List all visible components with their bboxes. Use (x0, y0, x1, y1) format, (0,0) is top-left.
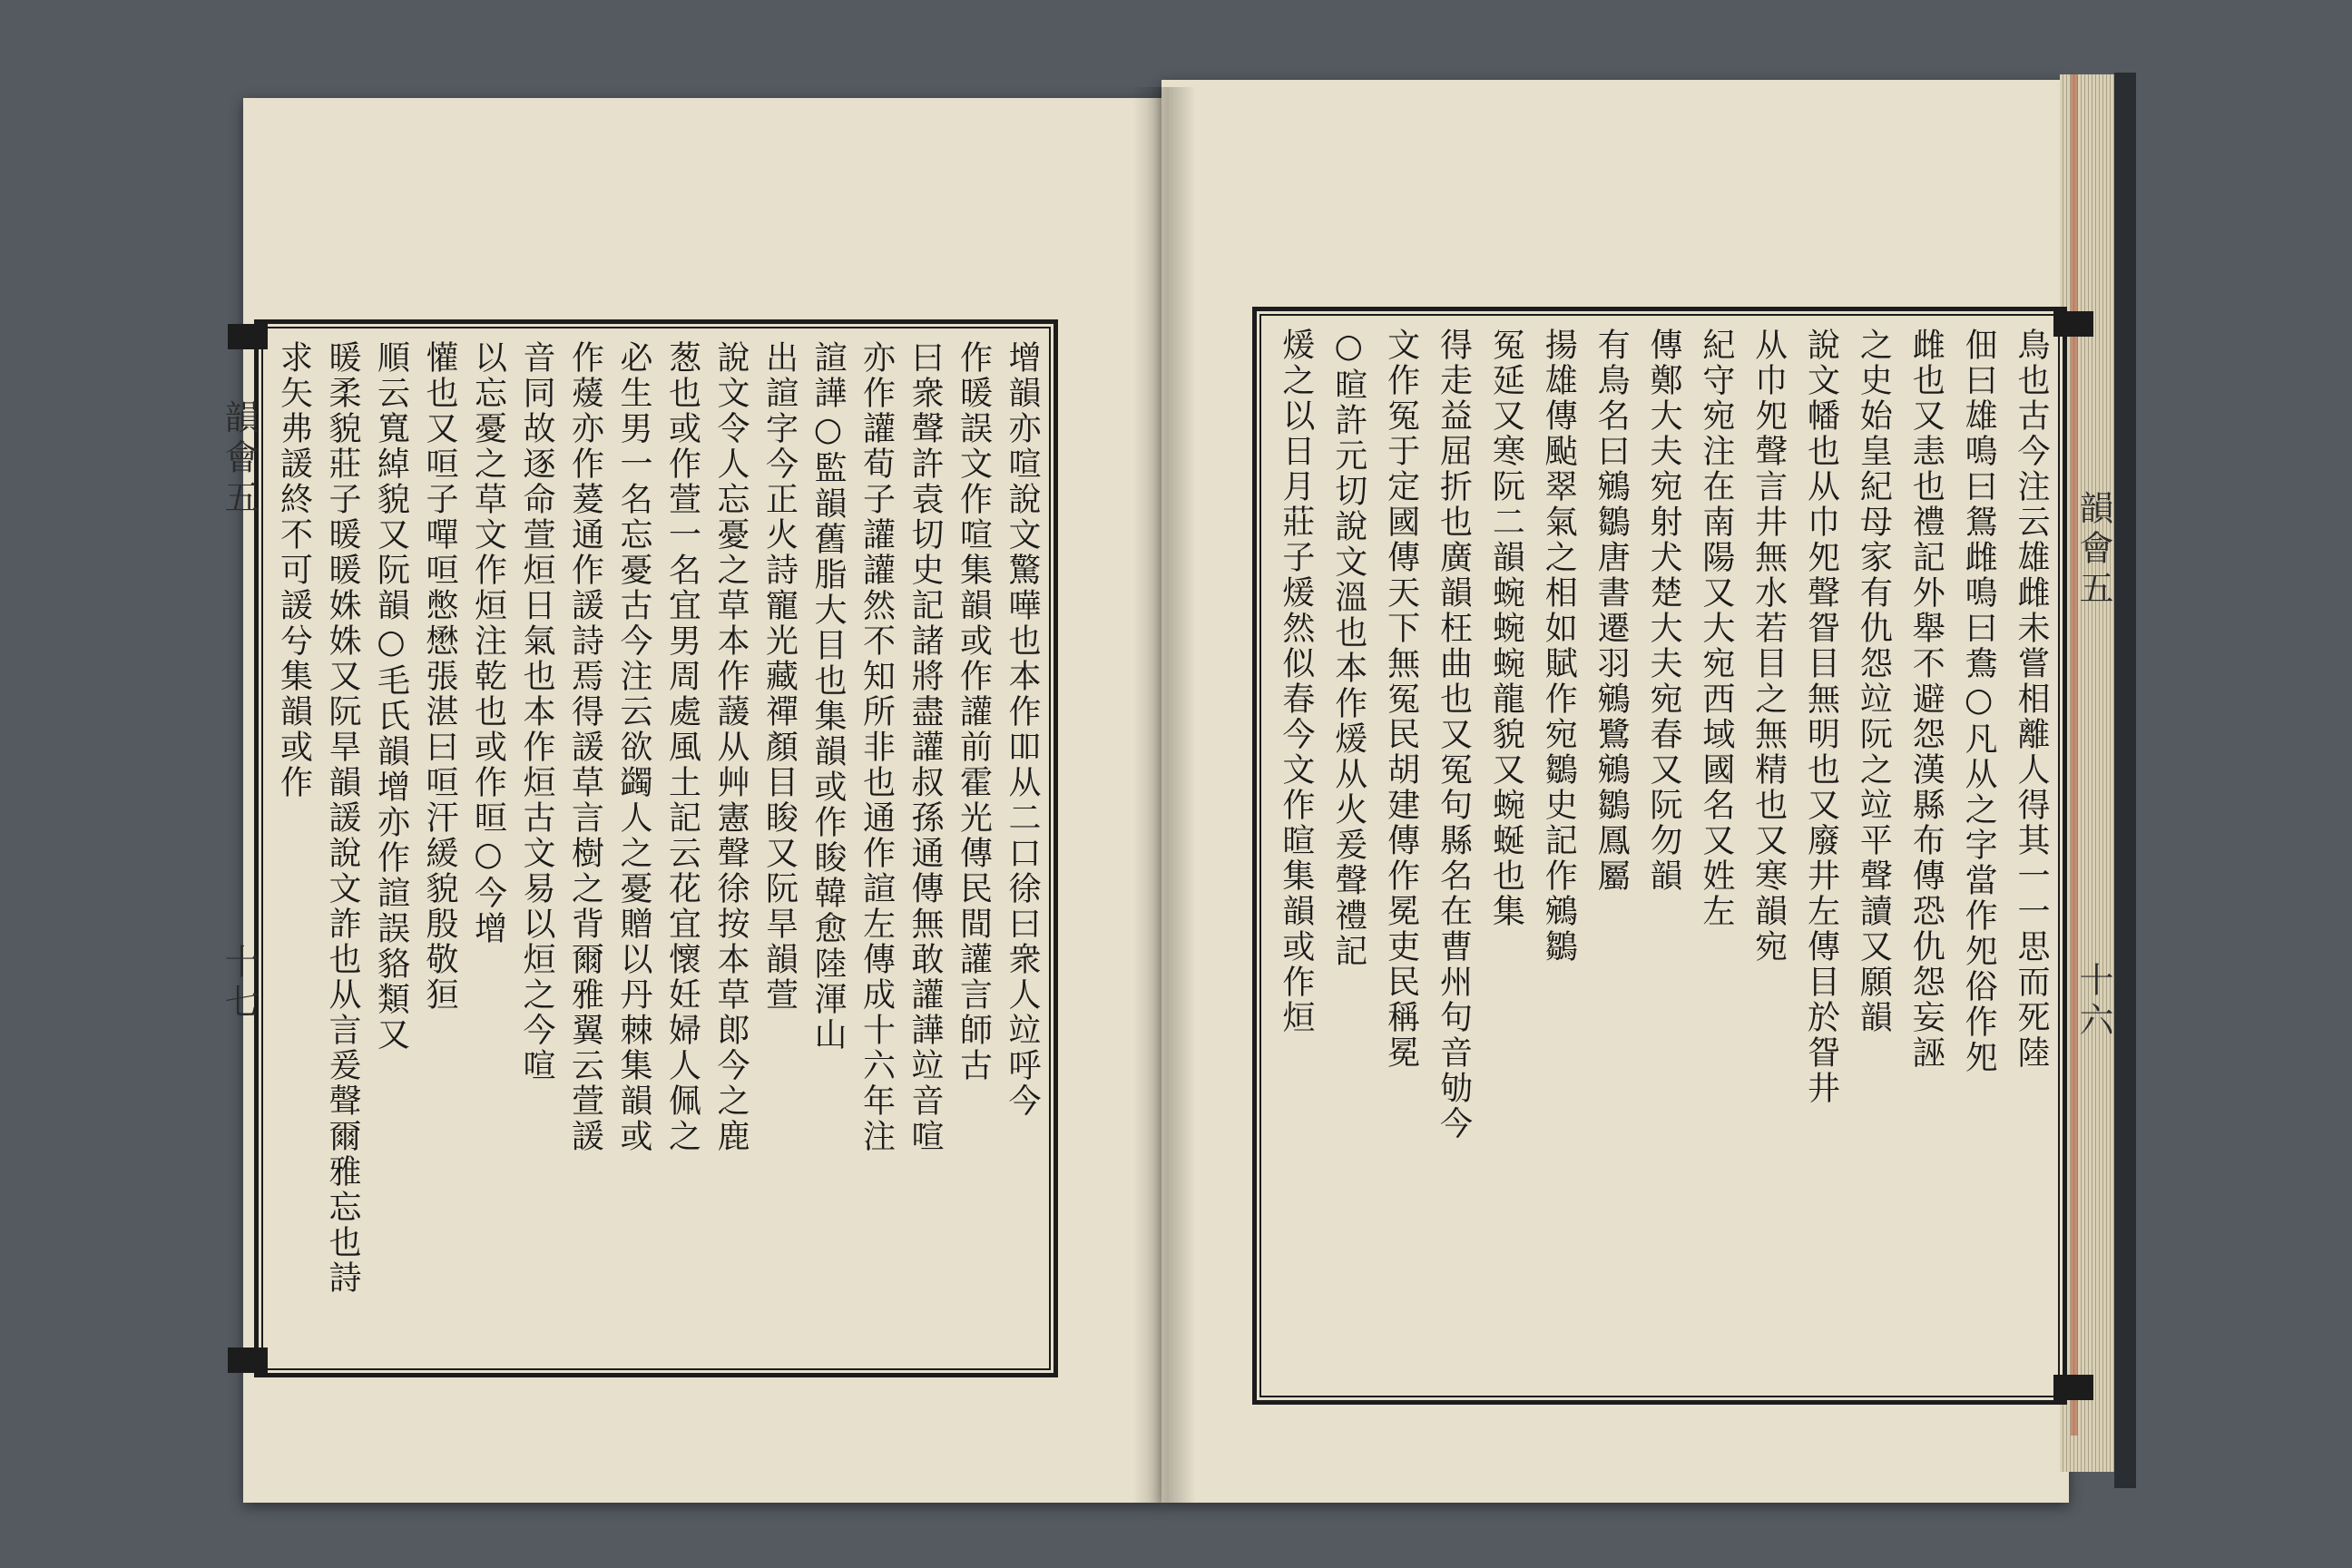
book-gutter (1132, 87, 1196, 1503)
text-column: 作蕿亦作萲通作諼詩焉得諼草言樹之背爾雅翼云萱諼 (566, 340, 604, 1154)
page-edges-red (2071, 74, 2078, 1436)
text-column: 說文令人忘憂之草本作蘐从艸憲聲徐按本草郎今之鹿 (712, 340, 750, 1154)
text-column: 葱也或作萱一名宜男周處風土記云花宜懷妊婦人佩之 (663, 340, 701, 1154)
text-column: 懽也又咺子嘽咺憋懋張湛曰咺汗緩貌殷敬狟 (421, 340, 458, 1013)
text-column: 作暖誤文作喧集韻或作讙前霍光傳民間讙言師古 (955, 340, 993, 1083)
text-column: 以忘憂之草文作烜注乾也或作晅○今增 (469, 340, 507, 946)
text-column: 說文幡也从巾夗聲眢目無明也又廢井左傳目於眢井 (1802, 328, 1840, 1106)
left-folio: 十七 (219, 944, 259, 1024)
fishtail-mark-icon (2053, 311, 2093, 337)
text-column: 傳鄭大夫宛射犬楚大夫宛春又阮勿韻 (1644, 328, 1682, 894)
fishtail-mark-icon (228, 324, 268, 349)
text-column: 从巾夗聲言井無水若目之無精也又寒韻宛 (1749, 328, 1788, 965)
left-text-frame (254, 319, 1058, 1377)
right-folio: 十六 (2073, 962, 2113, 1042)
text-column: 求矢弗諼終不可諼兮集韻或作 (275, 340, 313, 800)
text-column: 曰衆聲許袁切史記諸將盡讙叔孫通傳無敢讙譁竝音喧 (906, 340, 944, 1154)
text-column: 亦作讙荀子讙讙然不知所非也通作諠左傳成十六年注 (858, 340, 896, 1154)
text-column: 音同故逐命萱烜日氣也本作烜古文易以烜之今喧 (518, 340, 555, 1083)
right-margin-header: 韻會五 (2073, 490, 2113, 610)
book-cover (2114, 73, 2136, 1488)
text-column: 之史始皇紀母家有仇怨竝阮之竝平聲讀又願韻 (1855, 328, 1893, 1035)
text-column: 雌也又恚也禮記外舉不避怨漢縣布傳恐仇怨妄誣 (1907, 328, 1945, 1071)
fishtail-mark-icon (228, 1348, 268, 1373)
page-edges (2060, 74, 2122, 1472)
text-column: 諠譁○監韻舊脂大目也集韻或作睃韓愈陸渾山 (809, 340, 847, 1053)
text-column: 文作冤于定國傳天下無冤民胡建傳作冕吏民稱冕 (1382, 328, 1420, 1071)
text-column: 鳥也古今注云雄雌未嘗相離人得其一一思而死陸 (2013, 328, 2050, 1071)
text-column: 佃曰雄鳴曰鴛雌鳴曰鴦○凡从之字當作夗俗作夗 (1960, 328, 1998, 1075)
text-column: 冤延又寒阮二韻蜿蜿蜿龍貌又蜿蜒也集 (1487, 328, 1525, 929)
left-margin-header: 韻會五 (219, 399, 259, 519)
text-column: 紀守宛注在南陽又大宛西域國名又姓左 (1697, 328, 1735, 929)
fishtail-mark-icon (2053, 1375, 2093, 1400)
text-column: 有鳥名曰鵷鶵唐書遷羽鵷鷺鵷鶵鳳屬 (1592, 328, 1631, 894)
text-column: 暖柔貌莊子暖暖姝姝又阮旱韻諼說文詐也从言爰聲爾雅忘也詩 (324, 340, 361, 1296)
text-column: 揚雄傳颭翠氣之相如賦作宛鶵史記作鵷鶵 (1540, 328, 1578, 965)
text-column: 煖之以日月莊子煖然似春今文作暄集韻或作烜 (1277, 328, 1315, 1035)
text-column: 得走益屈折也廣韻枉曲也又冤句縣名在曹州句音劬今 (1435, 328, 1473, 1142)
text-column: 出諠字今正火詩寵光藏禪顏目睃又阮旱韻萱 (760, 340, 799, 1013)
text-column: ○暄許元切說文溫也本作煖从火爰聲禮記 (1329, 328, 1367, 969)
text-column: 順云寬綽貌又阮韻○毛氏韻增亦作諠誤貉類又 (372, 340, 410, 1053)
text-column: 增韻亦喧說文驚嘩也本作吅从二口徐曰衆人竝呼今 (1004, 340, 1041, 1119)
right-text-frame (1252, 307, 2067, 1405)
text-column: 必生男一名忘憂古今注云欲蠲人之憂贈以丹棘集韻或 (615, 340, 652, 1154)
